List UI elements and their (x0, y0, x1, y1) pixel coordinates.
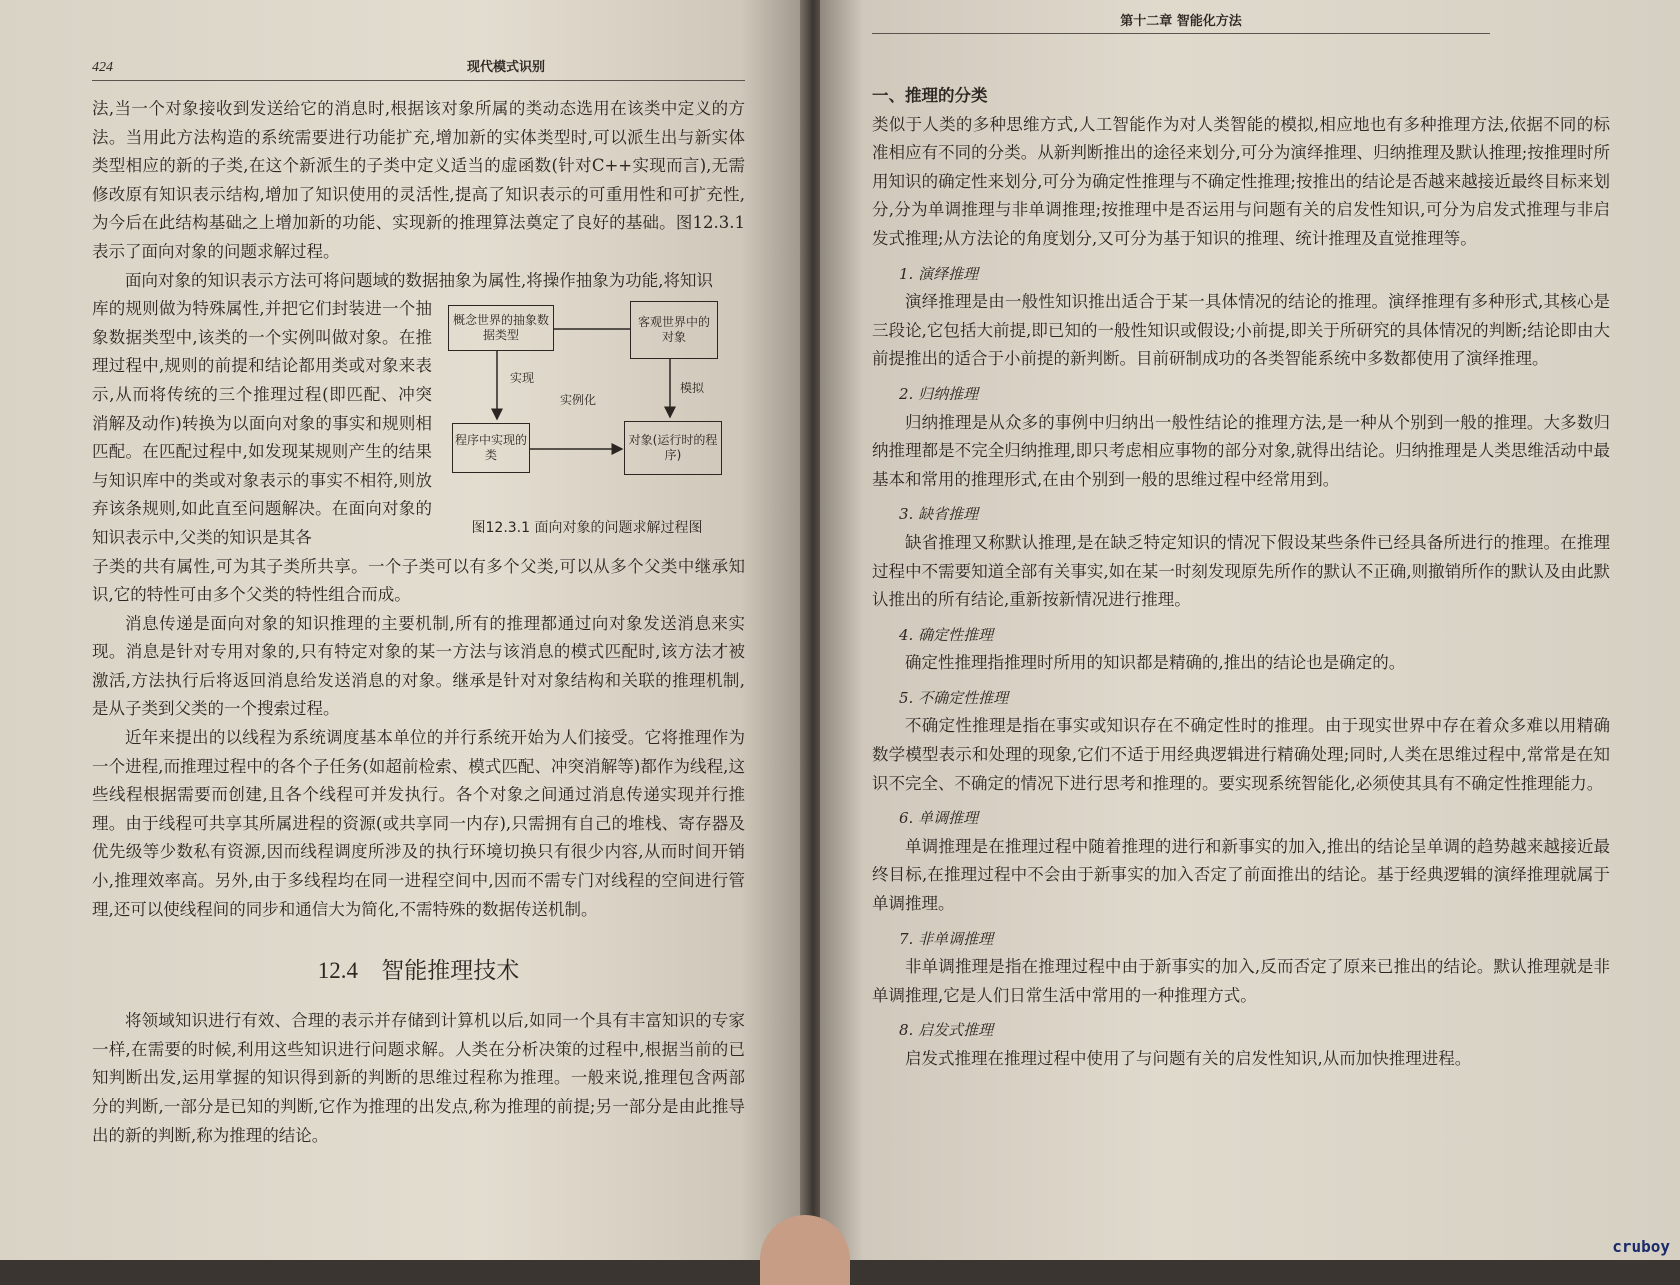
subsection-heading: 一、推理的分类 (872, 86, 988, 105)
box-runtime-object: 对象(运行时的程序) (624, 421, 722, 475)
box-abstract-data-type: 概念世界的抽象数据类型 (448, 305, 554, 351)
box-program-class: 程序中实现的类 (452, 423, 530, 473)
section-number: 12.4 (317, 958, 358, 984)
book-title: 现代模式识别 (466, 60, 545, 75)
paragraph: 非单调推理是指在推理过程中由于新事实的加入,反而否定了原来已推出的结论。默认推理就是非单调推理,它是人们日常生活中常用的一种推理方式。 (872, 957, 1610, 1005)
item-heading: 1. 演绎推理 (899, 264, 979, 283)
paragraph: 演绎推理是由一般性知识推出适合于某一具体情况的结论的推理。演绎推理有多种形式,其核心是三段论,它包括大前提,即已知的一般性知识或假设;小前提,即关于所研究的具体情况的判断;结论即由大前提推出的适合于小前提的新判断。目前研制成功的各类智能系统中多数都使用了演绎推理。 (872, 292, 1610, 369)
paragraph: 类似于人类的多种思维方式,人工智能作为对人类智能的模拟,相应地也有多种推理方法,依据不同的标准相应有不同的分类。从新判断推出的途径来划分,可分为演绎推理、归纳推理及默认推理;按推理时所用知识的确定性来划分,可分为确定性推理与不确定性推理;按推出的结论是否越来越接近最终目标来划分,分为单调推理与非单调推理;按推理中是否运用与问题有关的启发性知识,可分为启发式推理与非启发式推理;从方法论的角度划分,又可分为基于知识的推理、统计推理及直觉推理等。 (872, 114, 1610, 248)
paragraph: 启发式推理在推理过程中使用了与问题有关的启发性知识,从而加快推理进程。 (905, 1049, 1472, 1068)
paragraph: 面向对象的知识表示方法可将问题域的数据抽象为属性,将操作抽象为功能,将知识 (125, 270, 713, 290)
paragraph: 子类的共有属性,可为其子类所共享。一个子类可以有多个父类,可以从多个父类中继承知识,它的特性可由多个父类的特性组合而成。 (92, 556, 745, 605)
item-heading: 5. 不确定性推理 (899, 688, 1009, 707)
chapter-header: 第十二章 智能化方法 (872, 10, 1490, 34)
label-instantiate: 实例化 (560, 393, 597, 408)
paragraph: 不确定性推理是指在事实或知识存在不确定性时的推理。由于现实世界中存在着众多难以用精确数学模型表示和处理的现象,它们不适于用经典逻辑进行精确处理;同时,人类在思维过程中,常常是在知识不完全、不确定的情况下进行思考和推理的。要实现系统智能化,必须使其具有不确定性推理能力。 (872, 716, 1610, 793)
item-heading: 7. 非单调推理 (899, 929, 994, 948)
section-heading (92, 952, 745, 985)
figure-diagram (442, 299, 732, 509)
paragraph: 归纳推理是从众多的事例中归纳出一般性结论的推理方法,是一种从个别到一般的推理。大多数归纳推理都是不完全归纳推理,即只考虑相应事物的部分对象,就得出结论。归纳推理是人类思维活动中最基本和常用的推理形式,在由个别到一般的思维过程中经常用到。 (872, 412, 1610, 489)
item-heading: 2. 归纳推理 (899, 384, 979, 403)
paragraph: 缺省推理又称默认推理,是在缺乏特定知识的情况下假设某些条件已经具备所进行的推理。在推理过程中不需要知道全部有关事实,如在某一时刻发现原先所作的默认不正确,则撤销所作的默认及由此默认推出的所有结论,重新按新情况进行推理。 (872, 532, 1610, 610)
figure-wrap-block (92, 295, 745, 552)
paragraph: 消息传递是面向对象的知识推理的主要机制,所有的推理都通过向对象发送消息来实现。消息是针对专用对象的,只有特定对象的某一方法与该消息的模式匹配时,该方法才被激活,方法执行后将返回消息给发送消息的对象。继承是针对对象结构和关联的推理机制,是从子类到父类的一个搜索过程。 (92, 613, 745, 719)
paragraph: 单调推理是在推理过程中随着推理的进行和新事实的加入,推出的结论呈单调的趋势越来越接近最终目标,在推理过程中不会由于新事实的加入否定了前面推出的结论。基于经典逻辑的演绎推理就属于单调推理。 (872, 836, 1610, 914)
paragraph: 将领域知识进行有效、合理的表示并存储到计算机以后,如同一个具有丰富知识的专家一样,在需要的时候,利用这些知识进行问题求解。人类在分析决策的过程中,根据当前的已知判断出发,运用掌握的知识得到新的判断的思维过程称为推理。一般来说,推理包含两部分的判断,一部分是已知的判断,它作为推理的出发点,称为推理的前提;另一部分是由此推导出的新的判断,称为推理的结论。 (92, 1011, 745, 1145)
left-page (0, 0, 805, 1260)
label-realize: 实现 (510, 371, 535, 386)
paragraph: 确定性推理指推理时所用的知识都是精确的,推出的结论也是确定的。 (905, 653, 1406, 673)
page-number: 424 (92, 60, 113, 75)
watermark: cruboy (1612, 1237, 1670, 1256)
paragraph: 近年来提出的以线程为系统调度基本单位的并行系统开始为人们接受。它将推理作为一个进程,而推理过程中的各个子任务(如超前检索、模式匹配、冲突消解等)都作为线程,这些线程根据需要而创建,且各个线程可并发执行。各个对象之间通过消息传递实现并行推理。由于线程可共享其所属进程的资源(或共享同一内存),只需拥有自己的堆栈、寄存器及优先级等少数私有资源,因而线程调度所涉及的执行环境切换只有很少内容,从而时间开销小,推理效率高。另外,由于多线程均在同一进程空间中,因而不需专门对线程的空间进行管理,还可以使线程间的同步和通信大为简化,不需特殊的数据传送机制。 (92, 728, 745, 919)
item-heading: 4. 确定性推理 (899, 625, 994, 644)
section-title: 智能推理技术 (381, 958, 520, 985)
box-real-world-object: 客观世界中的对象 (630, 301, 718, 359)
item-heading: 8. 启发式推理 (899, 1021, 994, 1040)
figure-area (442, 295, 732, 552)
paragraph: 法,当一个对象接收到发送给它的消息时,根据该对象所属的类动态选用在该类中定义的方法。当用此方法构造的系统需要进行功能扩充,增加新的实体类型时,可以派生出与新实体类型相应的新的子类,在这个新派生的子类中定义适当的虚函数(针对C++实现而言),无需修改原有知识表示结构,增加了知识使用的灵活性,提高了知识表示的可重用性和可扩充性,为今后在此结构基础之上增加新的功能、实现新的推理算法奠定了良好的基础。图12.3.1表示了面向对象的问题求解过程。 (92, 99, 745, 261)
label-model: 模拟 (680, 381, 705, 396)
item-heading: 6. 单调推理 (899, 809, 979, 828)
item-heading: 3. 缺省推理 (899, 505, 979, 524)
paragraph: 库的规则做为特殊属性,并把它们封装进一个抽象数据类型中,该类的一个实例叫做对象。在推理过程中,规则的前提和结论都用类或对象来表示,从而将传统的三个推理过程(即匹配、冲突消解及动作)转换为以面向对象的事实和规则相匹配。在匹配过程中,如发现某规则产生的结果与知识库中的类或对象表示的事实不相符,则放弃该条规则,如此直至问题解决。在面向对象的知识表示中,父类的知识是其各 (92, 299, 432, 547)
left-page-header (92, 56, 745, 81)
right-page (820, 0, 1680, 1260)
figure-caption: 图12.3.1 面向对象的问题求解过程图 (471, 520, 703, 537)
